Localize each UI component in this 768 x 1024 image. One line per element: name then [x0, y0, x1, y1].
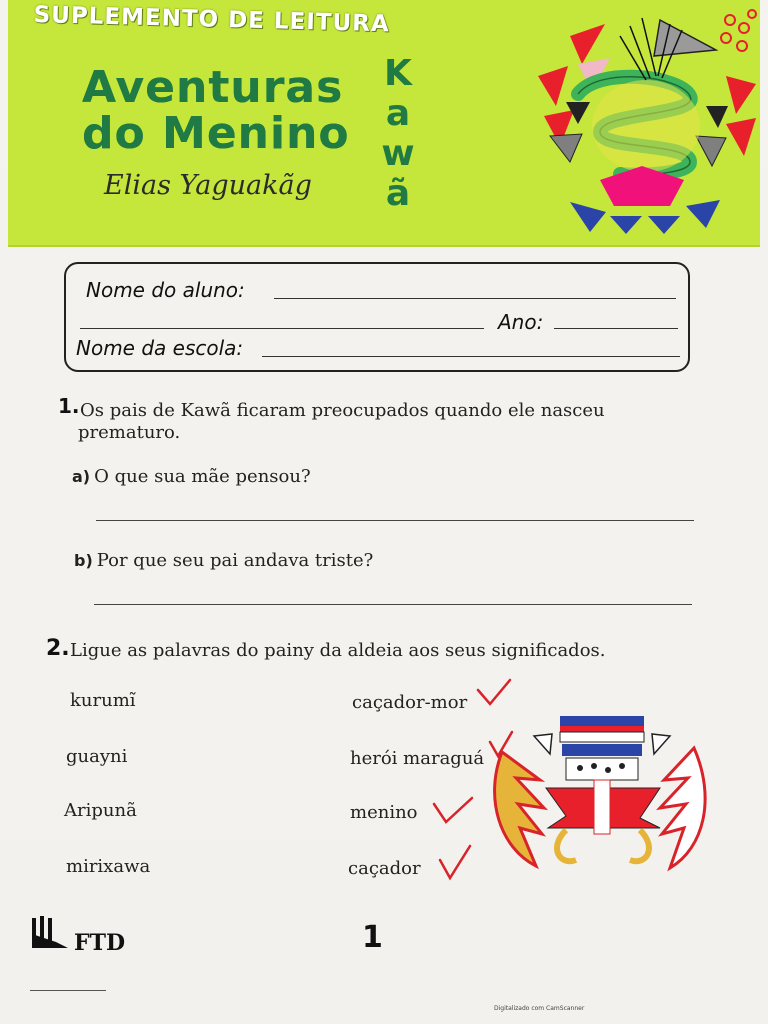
question-1b-label: b) [74, 551, 93, 570]
author-name: Elias Yaguakãg [104, 170, 312, 201]
question-1-text: Os pais de Kawã ficaram preocupados quando ele nasceu [80, 400, 605, 421]
scanner-watermark: Digitalizado com CamScanner [494, 1005, 585, 1012]
kawa-letter: ã [385, 173, 411, 214]
checkmark-icon [436, 842, 476, 884]
student-name-label: Nome do aluno: [86, 278, 245, 302]
right-word-heroi-maragua[interactable]: herói maraguá [350, 748, 485, 769]
right-word-cacador[interactable]: caçador [348, 858, 421, 879]
publisher-name: FTD [74, 930, 126, 956]
page-number: 1 [362, 920, 383, 955]
left-word-guayni[interactable]: guayni [66, 746, 128, 767]
checkmark-icon [474, 676, 514, 710]
answer-line-1b[interactable] [94, 604, 692, 605]
question-1a-label: a) [72, 467, 91, 486]
year-label: Ano: [498, 310, 544, 334]
school-name-label: Nome da escola: [76, 336, 244, 360]
indigenous-art-illustration [530, 6, 762, 242]
mask-illustration [490, 708, 714, 878]
kawa-letter: a [385, 93, 411, 134]
left-word-kurumi[interactable]: kurumĩ [70, 690, 136, 711]
answer-line-1a[interactable] [96, 520, 694, 521]
question-1-number: 1. [58, 394, 80, 418]
checkmark-icon [430, 792, 476, 828]
footer-divider [30, 990, 106, 991]
student-info-box [64, 262, 690, 372]
question-2-text: Ligue as palavras do painy da aldeia aos seus significados. [70, 640, 606, 661]
right-word-cacador-mor[interactable]: caçador-mor [352, 692, 468, 713]
question-1b-text: Por que seu pai andava triste? [96, 550, 374, 571]
question-1-text-continued: prematuro. [78, 422, 181, 443]
book-title-line-1: Aventuras [82, 62, 344, 113]
question-1a [72, 466, 311, 487]
student-name-field[interactable] [274, 298, 676, 299]
header-band [8, 0, 760, 247]
ftd-logo-icon [30, 912, 72, 952]
student-name-field-continued[interactable] [80, 328, 484, 329]
question-1b [74, 550, 373, 571]
kawa-letter: K [384, 53, 412, 94]
kawa-letter: w [381, 133, 415, 174]
school-name-field[interactable] [262, 356, 680, 357]
book-title-line-2: do Menino [82, 108, 350, 159]
year-field[interactable] [554, 328, 678, 329]
supplement-title: SUPLEMENTO DE LEITURA [33, 2, 391, 38]
left-word-mirixawa[interactable]: mirixawa [66, 856, 151, 877]
right-word-menino[interactable]: menino [350, 802, 418, 823]
kawa-vertical-title [376, 54, 420, 214]
question-1a-text: O que sua mãe pensou? [94, 466, 311, 487]
left-word-aripuna[interactable]: Aripunã [64, 800, 137, 821]
question-2-number: 2. [46, 636, 70, 661]
